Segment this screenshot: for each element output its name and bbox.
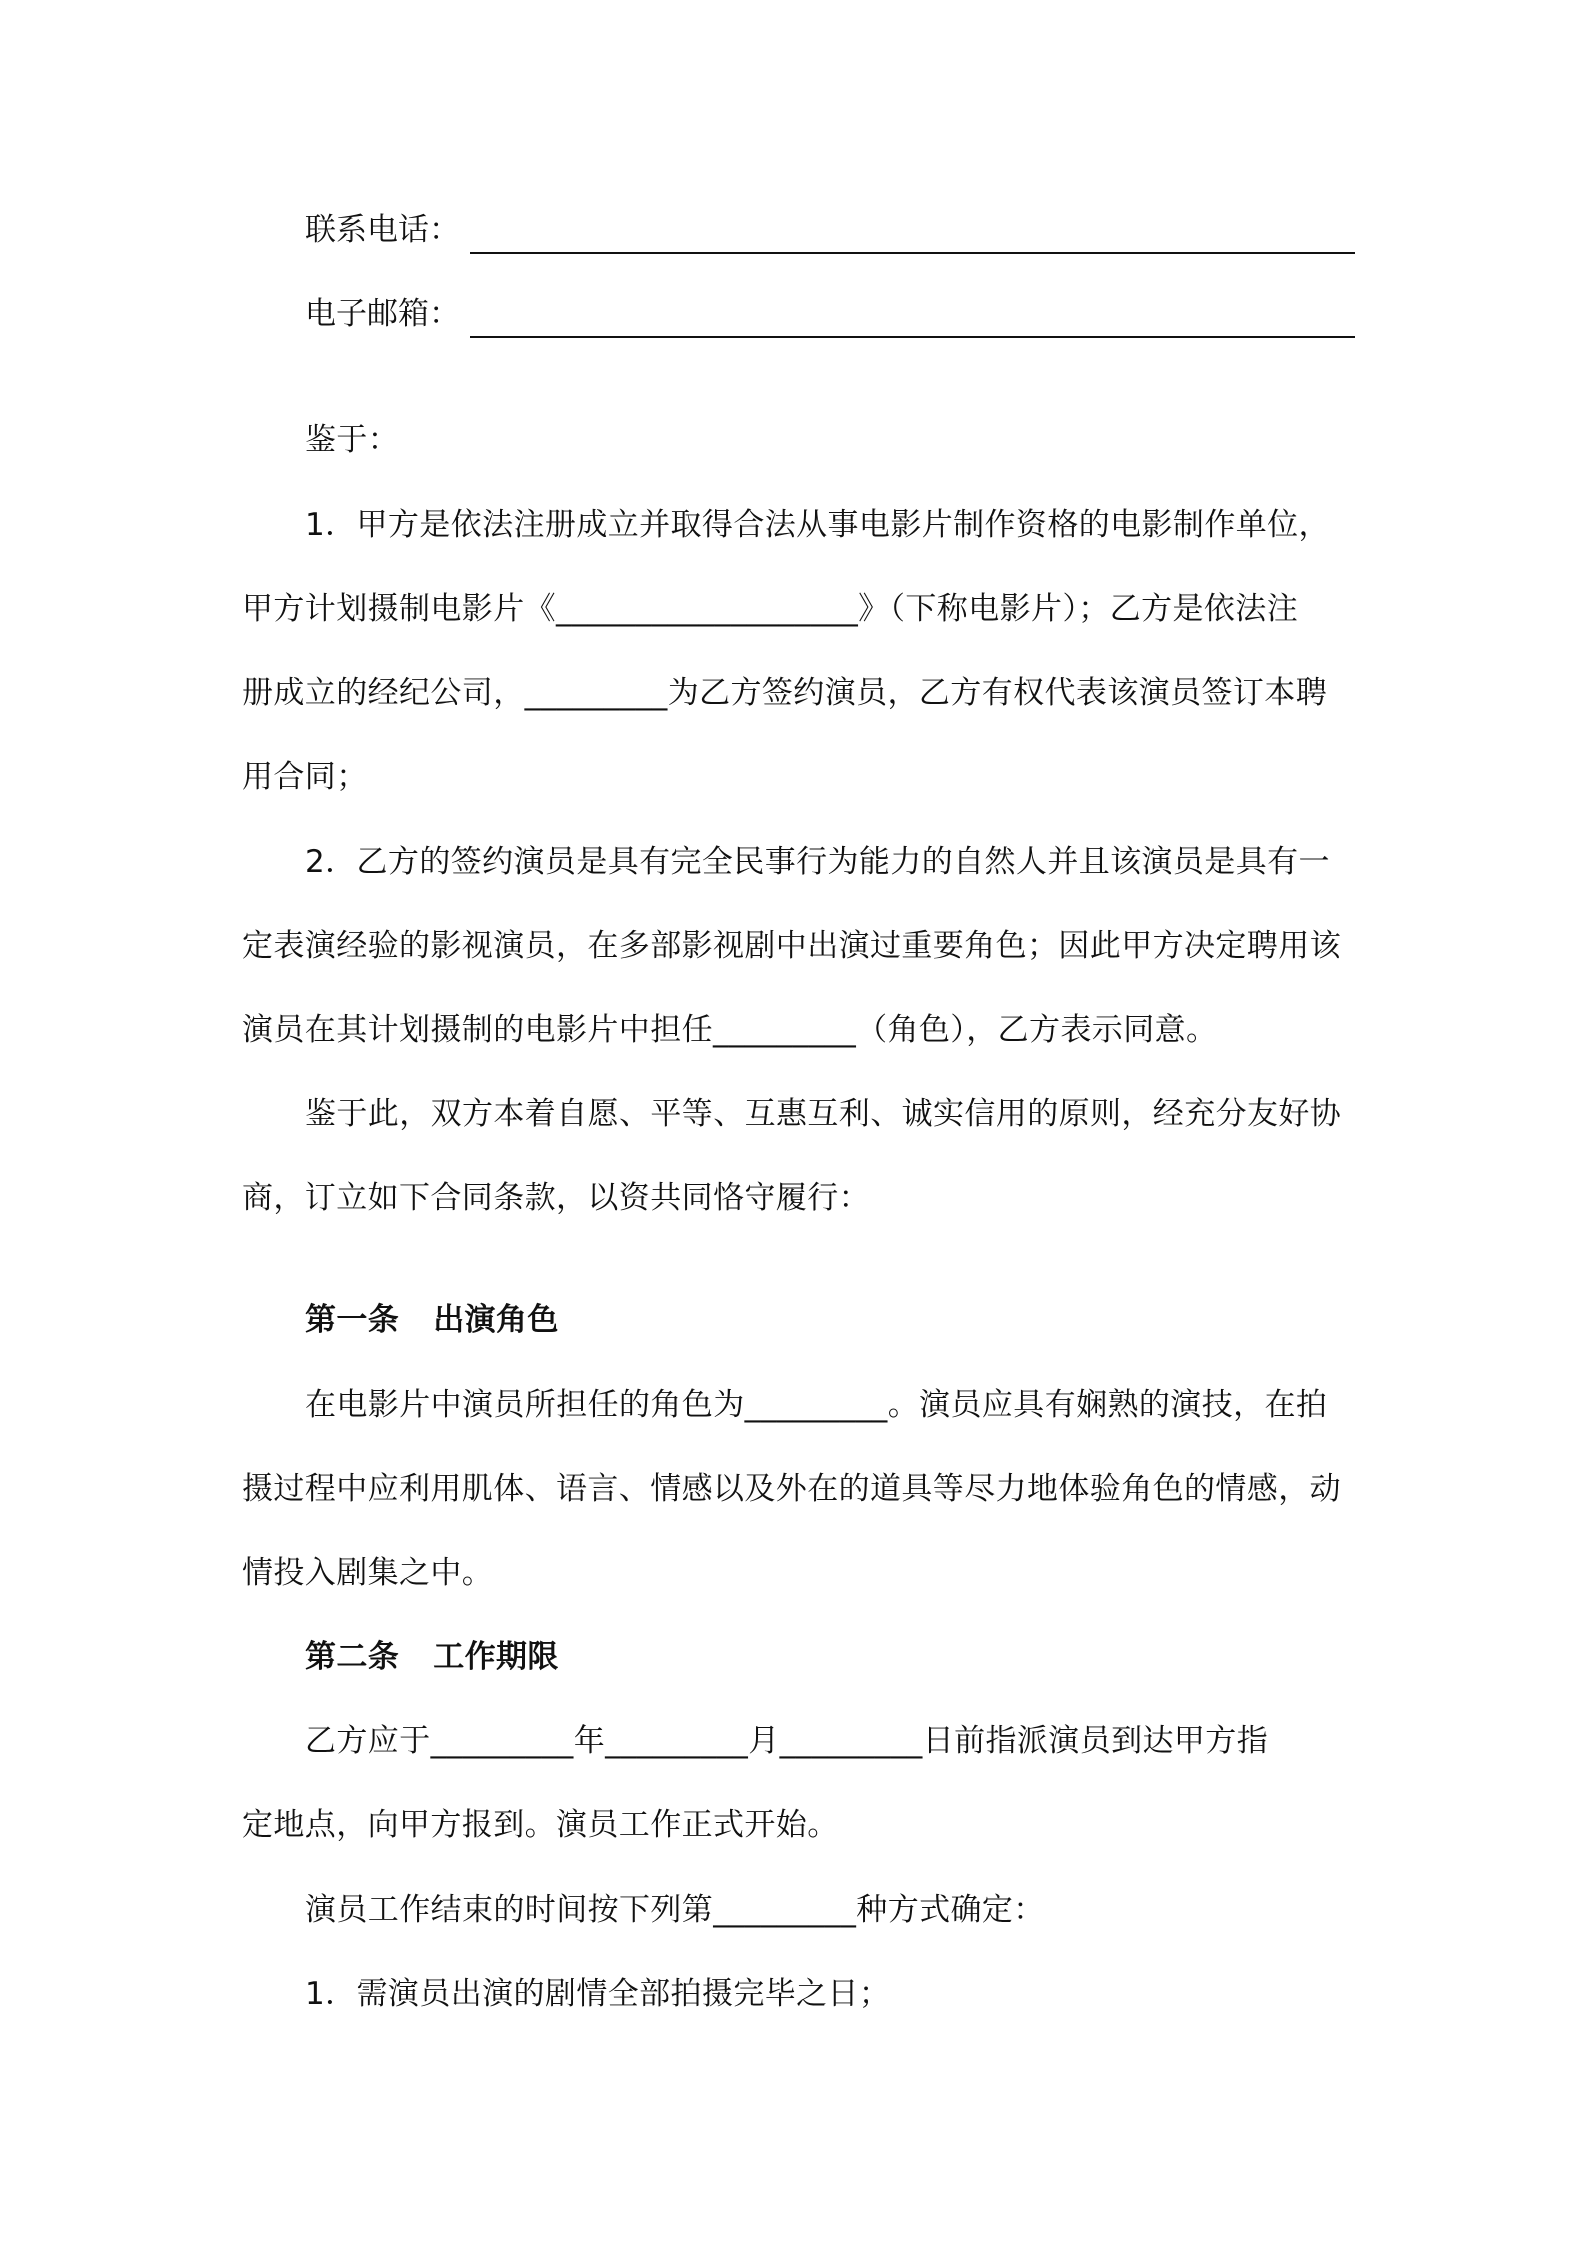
phone-label: 联系电话： <box>305 212 460 248</box>
recital-1-line-3: 册成立的经纪公司，_________为乙方签约演员，乙方有权代表该演员签订本聘 <box>242 675 1328 711</box>
article-1-title: 出演角色 <box>433 1302 559 1338</box>
email-fill-line <box>470 336 1355 338</box>
article-1-number: 第一条 <box>305 1302 400 1338</box>
recital-2-line-1: 2．乙方的签约演员是具有完全民事行为能力的自然人并且该演员是具有一 <box>305 844 1330 880</box>
phone-fill-line <box>470 252 1355 254</box>
article-2-heading <box>305 1635 559 1679</box>
email-label: 电子邮箱： <box>305 296 460 332</box>
conclusion-line-2: 商，订立如下合同条款，以资共同恪守履行： <box>242 1180 870 1216</box>
article-1-line-1: 在电影片中演员所担任的角色为_________。演员应具有娴熟的演技，在拍 <box>305 1387 1328 1423</box>
article-2-line-4: 1．需演员出演的剧情全部拍摄完毕之日； <box>305 1976 891 2012</box>
article-2-number: 第二条 <box>305 1639 400 1675</box>
recital-1-line-4: 用合同； <box>242 759 368 795</box>
article-2-line-2: 定地点，向甲方报到。演员工作正式开始。 <box>242 1807 839 1843</box>
phone-field-row <box>305 208 1355 258</box>
email-field-row <box>305 292 1355 342</box>
article-2-title: 工作期限 <box>433 1639 559 1675</box>
recital-2-line-2: 定表演经验的影视演员，在多部影视剧中出演过重要角色；因此甲方决定聘用该 <box>242 928 1341 964</box>
recital-2-line-3: 演员在其计划摄制的电影片中担任_________（角色），乙方表示同意。 <box>242 1012 1218 1048</box>
article-1-line-2: 摄过程中应利用肌体、语言、情感以及外在的道具等尽力地体验角色的情感，动 <box>242 1471 1341 1507</box>
article-2-line-1: 乙方应于_________年_________月_________日前指派演员到达甲方指 <box>305 1723 1269 1759</box>
conclusion-line-1: 鉴于此，双方本着自愿、平等、互惠互利、诚实信用的原则，经充分友好协 <box>305 1096 1342 1132</box>
article-2-line-3: 演员工作结束的时间按下列第_________种方式确定： <box>305 1892 1045 1928</box>
article-1-heading <box>305 1298 559 1342</box>
recital-1-line-2: 甲方计划摄制电影片《___________________》（下称电影片）；乙方是依法注 <box>242 591 1299 627</box>
article-1-line-3: 情投入剧集之中。 <box>242 1555 494 1591</box>
recital-1-line-1: 1．甲方是依法注册成立并取得合法从事电影片制作资格的电影制作单位， <box>305 507 1330 543</box>
whereas-heading: 鉴于： <box>305 422 400 458</box>
